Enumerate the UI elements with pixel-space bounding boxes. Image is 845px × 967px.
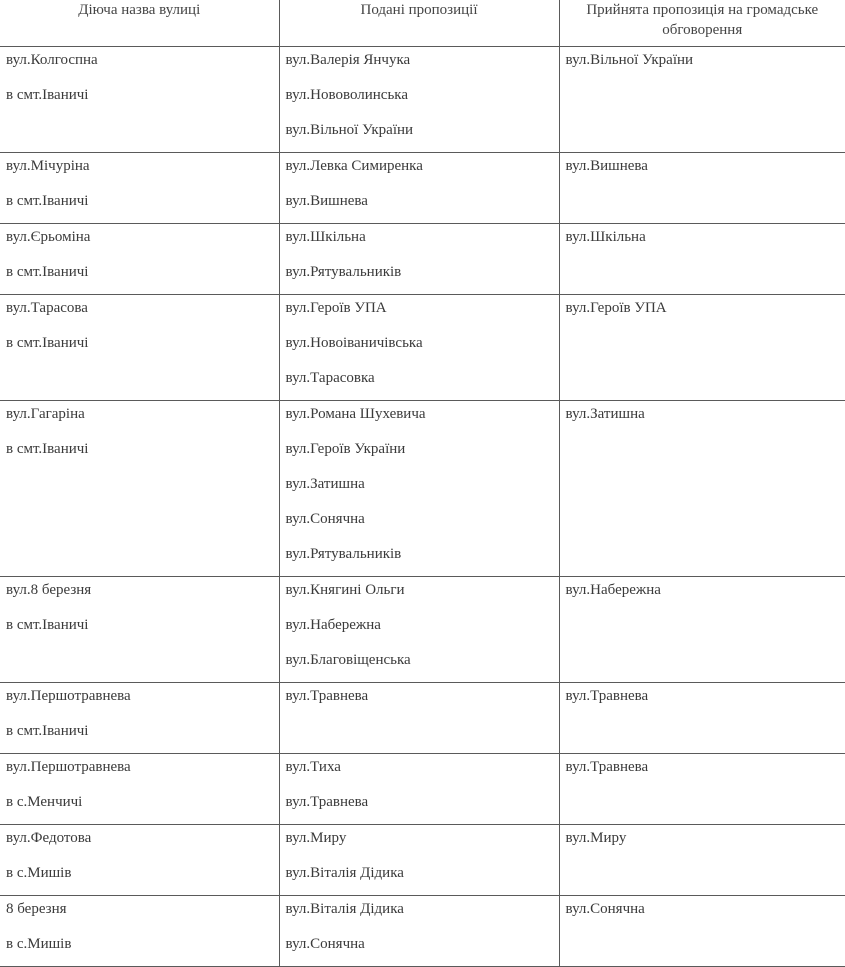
current-name-cell	[0, 754, 279, 825]
table-row	[0, 825, 845, 896]
table-row	[0, 295, 845, 401]
table-row	[0, 683, 845, 754]
proposal-item: вул.Героїв УПА	[280, 295, 559, 330]
proposal-item: вул.Віталія Дідика	[280, 860, 559, 895]
current-name-cell	[0, 153, 279, 224]
accepted-proposal-item: вул.Шкільна	[560, 224, 845, 259]
proposals-cell	[279, 896, 559, 967]
table-row	[0, 224, 845, 295]
table-row	[0, 577, 845, 683]
proposals-cell	[279, 401, 559, 577]
proposal-item: вул.Тиха	[280, 754, 559, 789]
accepted-proposal-cell	[559, 401, 845, 577]
accepted-proposal-item: вул.Героїв УПА	[560, 295, 845, 330]
accepted-proposal-cell	[559, 896, 845, 967]
proposal-item: вул.Травнева	[280, 683, 559, 718]
current-name-line: вул.Колгоспна	[0, 47, 279, 82]
proposal-item: вул.Княгині Ольги	[280, 577, 559, 612]
proposal-item: вул.Рятувальників	[280, 541, 559, 576]
table-row	[0, 401, 845, 577]
header-current-name: Діюча назва вулиці	[0, 0, 279, 47]
current-name-cell	[0, 401, 279, 577]
header-proposals: Подані пропозиції	[279, 0, 559, 47]
current-name-cell	[0, 47, 279, 153]
current-name-line: 8 березня	[0, 896, 279, 931]
accepted-proposal-cell	[559, 683, 845, 754]
current-name-line: в смт.Іваничі	[0, 718, 279, 753]
accepted-proposal-cell	[559, 153, 845, 224]
accepted-proposal-item: вул.Травнева	[560, 754, 845, 789]
proposals-cell	[279, 683, 559, 754]
current-name-cell	[0, 577, 279, 683]
accepted-proposal-cell	[559, 224, 845, 295]
proposals-cell	[279, 825, 559, 896]
proposals-cell	[279, 153, 559, 224]
current-name-line: в смт.Іваничі	[0, 330, 279, 365]
accepted-proposal-cell	[559, 825, 845, 896]
current-name-line: вул.Першотравнева	[0, 754, 279, 789]
table-row	[0, 153, 845, 224]
header-accepted-proposal: Прийнята пропозиція на громадське обговорення	[559, 0, 845, 47]
current-name-cell	[0, 683, 279, 754]
table-row	[0, 754, 845, 825]
current-name-line: вул.Першотравнева	[0, 683, 279, 718]
current-name-line: в с.Мишів	[0, 931, 279, 966]
proposals-cell	[279, 295, 559, 401]
current-name-line: вул.8 березня	[0, 577, 279, 612]
current-name-line: вул.Федотова	[0, 825, 279, 860]
current-name-line: вул.Мічуріна	[0, 153, 279, 188]
current-name-line: вул.Єрьоміна	[0, 224, 279, 259]
current-name-line: в смт.Іваничі	[0, 436, 279, 471]
table-row	[0, 47, 845, 153]
table-body	[0, 47, 845, 967]
proposal-item: вул.Віталія Дідика	[280, 896, 559, 931]
current-name-cell	[0, 224, 279, 295]
accepted-proposal-cell	[559, 47, 845, 153]
proposal-item: вул.Тарасовка	[280, 365, 559, 400]
proposal-item: вул.Шкільна	[280, 224, 559, 259]
accepted-proposal-item: вул.Набережна	[560, 577, 845, 612]
accepted-proposal-item: вул.Вишнева	[560, 153, 845, 188]
proposal-item: вул.Миру	[280, 825, 559, 860]
current-name-cell	[0, 825, 279, 896]
table-row	[0, 896, 845, 967]
proposal-item: вул.Вільної України	[280, 117, 559, 152]
accepted-proposal-item: вул.Сонячна	[560, 896, 845, 931]
header-row	[0, 0, 845, 47]
proposal-item: вул.Героїв України	[280, 436, 559, 471]
current-name-line: в с.Мишів	[0, 860, 279, 895]
proposal-item: вул.Романа Шухевича	[280, 401, 559, 436]
proposal-item: вул.Левка Симиренка	[280, 153, 559, 188]
proposal-item: вул.Сонячна	[280, 931, 559, 966]
current-name-line: в смт.Іваничі	[0, 259, 279, 294]
proposals-cell	[279, 577, 559, 683]
proposal-item: вул.Затишна	[280, 471, 559, 506]
proposal-item: вул.Травнева	[280, 789, 559, 824]
proposal-item: вул.Нововолинська	[280, 82, 559, 117]
proposal-item: вул.Валерія Янчука	[280, 47, 559, 82]
proposals-cell	[279, 47, 559, 153]
current-name-line: в с.Менчичі	[0, 789, 279, 824]
proposal-item: вул.Сонячна	[280, 506, 559, 541]
proposal-item: вул.Вишнева	[280, 188, 559, 223]
accepted-proposal-cell	[559, 295, 845, 401]
accepted-proposal-item: вул.Миру	[560, 825, 845, 860]
accepted-proposal-item: вул.Вільної України	[560, 47, 845, 82]
proposals-cell	[279, 224, 559, 295]
proposals-cell	[279, 754, 559, 825]
proposal-item: вул.Набережна	[280, 612, 559, 647]
current-name-line: в смт.Іваничі	[0, 82, 279, 117]
proposal-item: вул.Рятувальників	[280, 259, 559, 294]
proposal-item: вул.Новоіваничівська	[280, 330, 559, 365]
accepted-proposal-item: вул.Травнева	[560, 683, 845, 718]
accepted-proposal-cell	[559, 754, 845, 825]
accepted-proposal-cell	[559, 577, 845, 683]
proposal-item: вул.Благовіщенська	[280, 647, 559, 682]
current-name-line: в смт.Іваничі	[0, 612, 279, 647]
accepted-proposal-item: вул.Затишна	[560, 401, 845, 436]
current-name-cell	[0, 896, 279, 967]
current-name-cell	[0, 295, 279, 401]
current-name-line: в смт.Іваничі	[0, 188, 279, 223]
current-name-line: вул.Гагаріна	[0, 401, 279, 436]
current-name-line: вул.Тарасова	[0, 295, 279, 330]
